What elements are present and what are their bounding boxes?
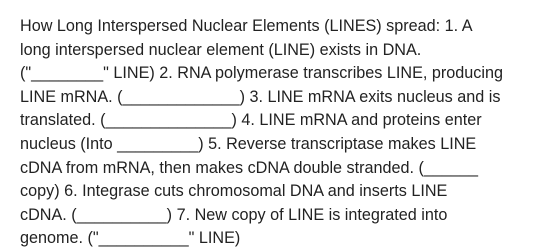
question-line: long interspersed nuclear element (LINE) exists in DNA. [20, 40, 422, 59]
question-line: LINE mRNA. (_____________) 3. LINE mRNA exits nucleus and is [20, 87, 501, 106]
question-line: genome. ("__________" LINE) [20, 229, 241, 248]
question-line: nucleus (Into _________) 5. Reverse transcriptase makes LINE [20, 134, 477, 153]
question-line: How Long Interspersed Nuclear Elements (LINES) spread: 1. A [20, 17, 473, 35]
question-line: cDNA from mRNA, then makes cDNA double stranded. (______ [20, 158, 478, 177]
question-line: copy) 6. Integrase cuts chromosomal DNA and inserts LINE [20, 182, 448, 201]
question-line: translated. (______________) 4. LINE mRNA and proteins enter [20, 111, 482, 130]
question-line: ("________" LINE) 2. RNA polymerase transcribes LINE, producing [20, 64, 503, 83]
question-line: cDNA. (__________) 7. New copy of LINE is integrated into [20, 205, 448, 224]
